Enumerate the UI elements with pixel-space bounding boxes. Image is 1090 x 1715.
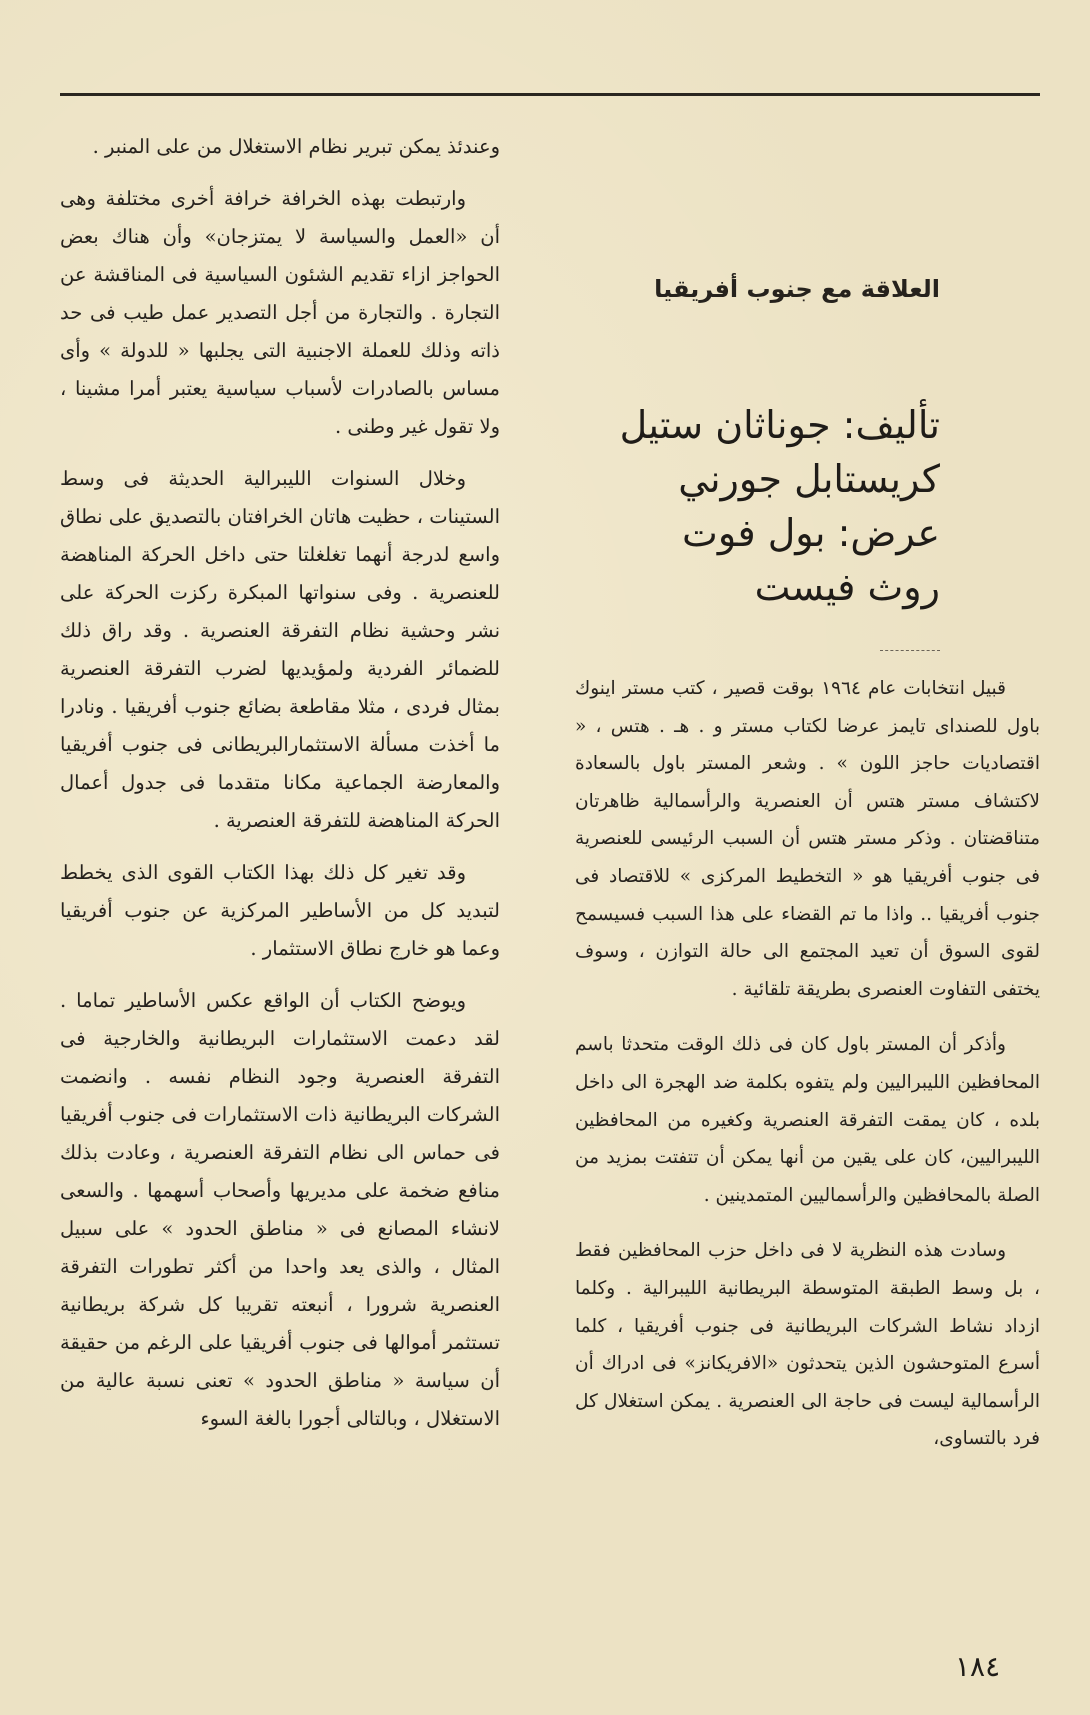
- right-column: [575, 670, 1040, 1476]
- paragraph: وأذكر أن المستر باول كان فى ذلك الوقت متحدثا باسم المحافظين الليبراليين ولم يتفوه بكلمة ضد الهجرة الى داخل بلده ، كان يمقت التفرقة العنصرية وكغيره من المحافظين الليبراليين، كان على يقين من أنها يمكن أن تتفتت بمزيد من الصلة بالمحافظين والرأسماليين المتمدينين .: [575, 1034, 1040, 1206]
- top-rule: [60, 93, 1040, 96]
- paragraph: وخلال السنوات الليبرالية الحديثة فى وسط الستينات ، حظيت هاتان الخرافتان بالتصديق على نطاق واسع لدرجة أنهما تغلغلتا حتى داخل الحركة المناهضة للعنصرية . وفى سنواتها المبكرة ركزت الحركة على نشر وحشية نظام التفرقة العنصرية . وقد راق ذلك للضمائر الفردية ولمؤيديها لضرب التفرقة العنصرية بمثال فردى ، مثلا مقاطعة بضائع جنوب أفريقيا . ونادرا ما أخذت مسألة الاستثمارالبريطانى فى جنوب أفريقيا والمعارضة الجماعية مكانا متقدما فى جدول أعمال الحركة المناهضة للتفرقة العنصرية .: [60, 467, 500, 832]
- author-name: كريستابل جورني: [678, 457, 940, 501]
- reviewer-name: روث فيست: [754, 565, 940, 609]
- article-credits: [615, 398, 940, 614]
- reviewer-name: بول فوت: [682, 511, 826, 555]
- authors-label: تأليف:: [842, 403, 940, 447]
- paragraph: وارتبطت بهذه الخرافة خرافة أخرى مختلفة وهى أن «العمل والسياسة لا يمتزجان» وأن هناك بعض الحواجز ازاء تقديم الشئون السياسية فى المناقشة عن التجارة . والتجارة من أجل التصدير عمل طيب فى حد ذاته وذلك للعملة الاجنبية التى يجلبها « للدولة » وأى مساس بالصادرات لأسباب سياسية يعتبر أمرا مشينا ، ولا تقول غير وطنى .: [60, 187, 500, 438]
- paragraph: قبيل انتخابات عام ١٩٦٤ بوقت قصير ، كتب مستر اينوك باول للصنداى تايمز عرضا لكتاب مستر و . هـ . هتس ، « اقتصاديات حاجز اللون » . وشعر المستر باول بالسعادة لاكتشاف مستر هتس أن العنصرية والرأسمالية ظاهرتان متناقضتان . وذكر مستر هتس أن السبب الرئيسى للعنصرية فى جنوب أفريقيا هو « التخطيط المركزى » للاقتصاد فى جنوب أفريقيا .. واذا ما تم القضاء على هذا السبب فسيسمح لقوى السوق أن تعيد المجتمع الى حالة التوازن ، وسوف يختفى التفاوت العنصرى بطريقة تلقائية .: [575, 678, 1040, 1000]
- left-column: [60, 128, 500, 1452]
- section-title: العلاقة مع جنوب أفريقيا: [654, 275, 940, 303]
- paragraph: وقد تغير كل ذلك بهذا الكتاب القوى الذى يخطط لتبديد كل من الأساطير المركزية عن جنوب أفريقيا وعما هو خارج نطاق الاستثمار .: [60, 861, 500, 960]
- ornament-divider: [880, 650, 940, 651]
- paragraph: وعندئذ يمكن تبرير نظام الاستغلال من على المنبر .: [92, 135, 500, 158]
- reviewers-line: [615, 506, 940, 560]
- paragraph: ويوضح الكتاب أن الواقع عكس الأساطير تماما . لقد دعمت الاستثمارات البريطانية والخارجية فى التفرقة العنصرية وجود النظام نفسه . وانضمت الشركات البريطانية ذات الاستثمارات فى جنوب أفريقيا فى حماس الى نظام التفرقة العنصرية ، وعادت بذلك منافع ضخمة على مديريها وأصحاب أسهمها . والسعى لانشاء المصانع فى « مناطق الحدود » على سبيل المثال ، والذى يعد واحدا من أكثر تطورات التفرقة العنصرية شرورا ، أنبعته تقريبا كل شركة بريطانية تستثمر أموالها فى جنوب أفريقيا على الرغم من حقيقة أن سياسة « مناطق الحدود » تعنى نسبة عالية من الاستغلال ، وبالتالى أجورا بالغة السوء: [60, 989, 500, 1430]
- paragraph: وسادت هذه النظرية لا فى داخل حزب المحافظين فقط ، بل وسط الطبقة المتوسطة البريطانية الليبرالية . وكلما ازداد نشاط الشركات البريطانية فى جنوب أفريقيا ، كلما أسرع المتوحشون الذين يتحدثون «الافريكانز» فى ادراك أن الرأسمالية ليست فى حاجة الى العنصرية . يمكن استغلال كل فرد بالتساوى،: [575, 1240, 1040, 1450]
- page-number: ١٨٤: [955, 1650, 1001, 1683]
- reviewers-label: عرض:: [837, 511, 940, 555]
- author-name: جوناثان ستيل: [619, 403, 831, 447]
- authors-line: [615, 398, 940, 452]
